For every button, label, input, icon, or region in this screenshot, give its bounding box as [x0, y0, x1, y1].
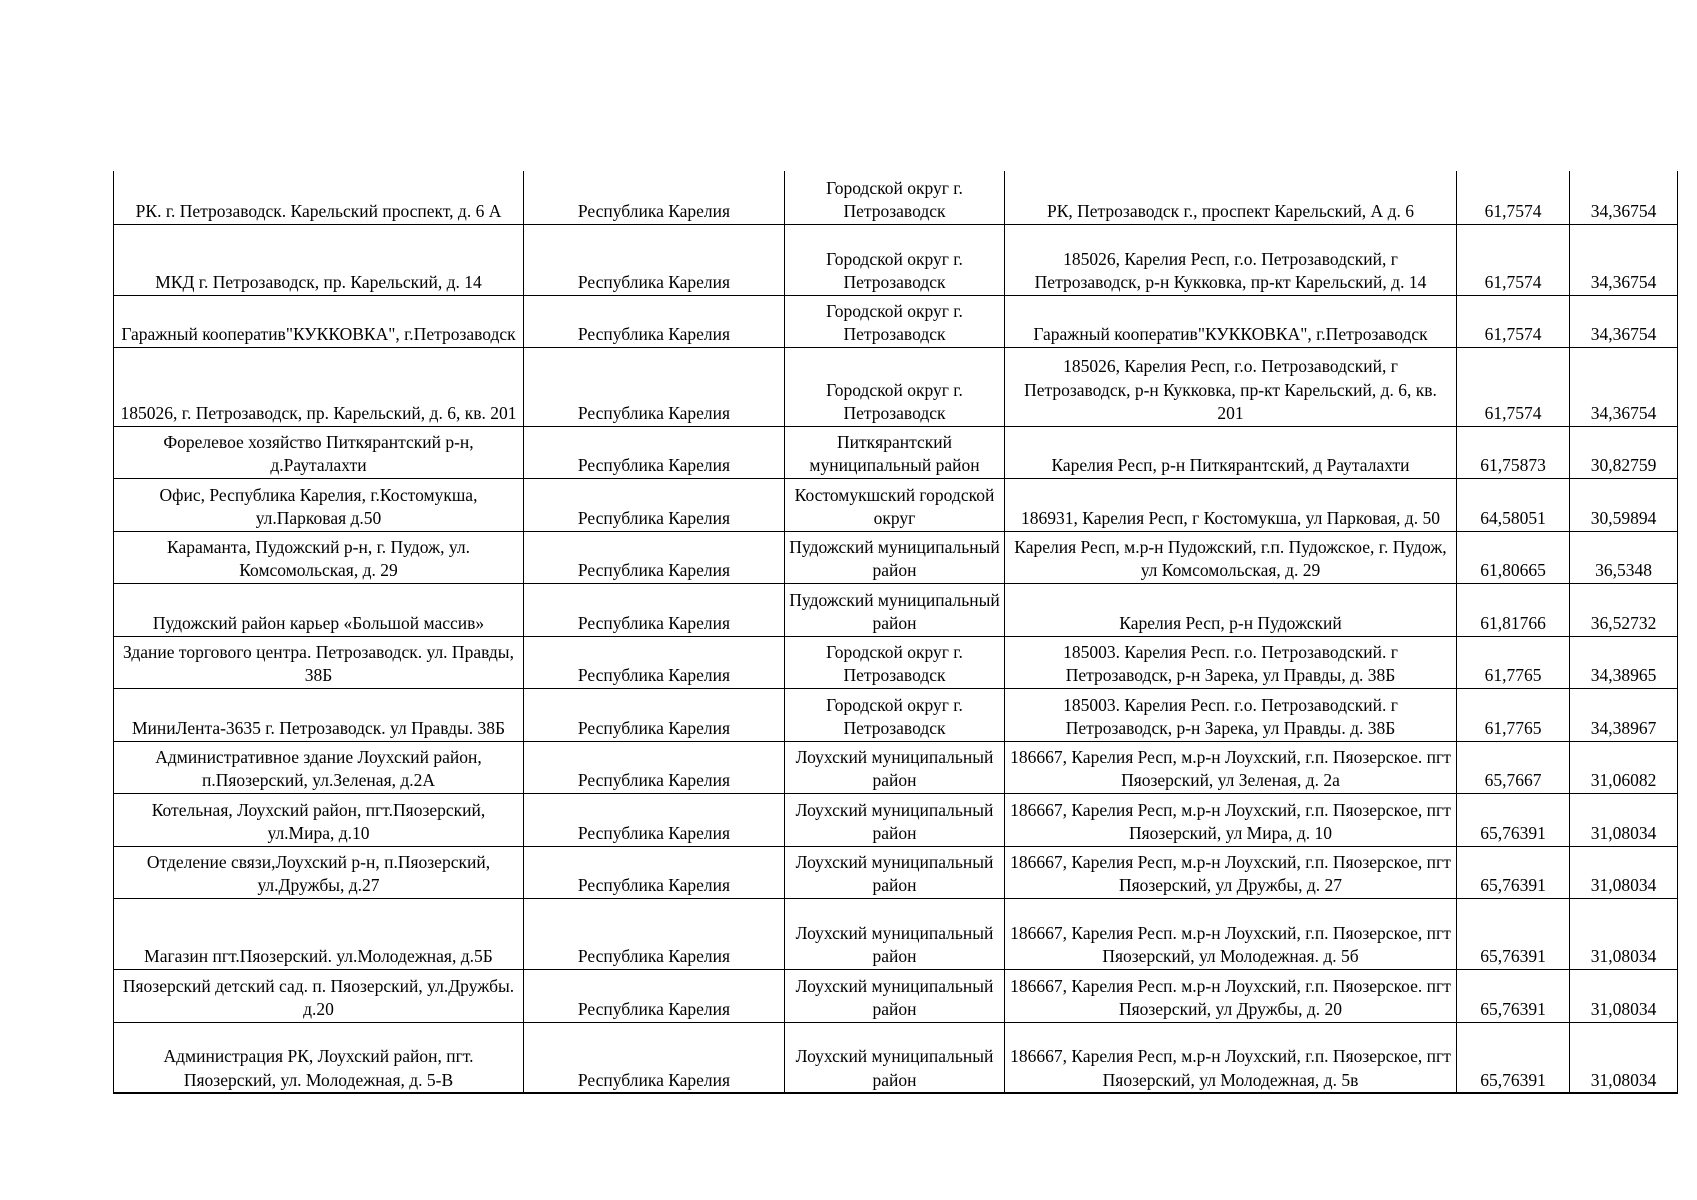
region-cell: Республика Карелия — [524, 478, 785, 531]
table-row — [114, 688, 1678, 741]
region-cell: Республика Карелия — [524, 583, 785, 636]
table-row — [114, 478, 1678, 531]
latitude-cell: 61,75873 — [1457, 426, 1570, 478]
object-registry-table — [113, 171, 1678, 1094]
municipality-cell: Костомукшский городской округ — [785, 478, 1005, 531]
address-cell: 186667, Карелия Респ, м.р-н Лоухский, г.п. Пяозерское, пгт Пяозерский, ул Мира, д. 10 — [1005, 793, 1457, 846]
municipality-cell: Питкярантский муниципальный район — [785, 426, 1005, 478]
object-name-cell: РК. г. Петрозаводск. Карельский проспект, д. 6 А — [114, 171, 524, 224]
region-cell: Республика Карелия — [524, 793, 785, 846]
object-name-cell: МиниЛента-3635 г. Петрозаводск. ул Правды. 38Б — [114, 688, 524, 741]
longitude-cell: 31,08034 — [1570, 898, 1678, 969]
longitude-cell: 31,08034 — [1570, 969, 1678, 1022]
object-name-cell: МКД г. Петрозаводск, пр. Карельский, д. 14 — [114, 224, 524, 295]
object-name-cell: Отделение связи,Лоухский р-н, п.Пяозерский, ул.Дружбы, д.27 — [114, 846, 524, 898]
table-row — [114, 583, 1678, 636]
longitude-cell: 34,36754 — [1570, 295, 1678, 347]
longitude-cell: 30,82759 — [1570, 426, 1678, 478]
table-row — [114, 295, 1678, 347]
longitude-cell: 31,08034 — [1570, 1022, 1678, 1093]
region-cell: Республика Карелия — [524, 846, 785, 898]
longitude-cell: 36,52732 — [1570, 583, 1678, 636]
latitude-cell: 61,7574 — [1457, 295, 1570, 347]
object-name-cell: Офис, Республика Карелия, г.Костомукша, ул.Парковая д.50 — [114, 478, 524, 531]
longitude-cell: 31,08034 — [1570, 793, 1678, 846]
latitude-cell: 65,76391 — [1457, 898, 1570, 969]
latitude-cell: 61,7574 — [1457, 347, 1570, 426]
address-cell: 185026, Карелия Респ, г.о. Петрозаводский, г Петрозаводск, р-н Кукковка, пр-кт Карельский, д. 14 — [1005, 224, 1457, 295]
latitude-cell: 61,7765 — [1457, 636, 1570, 688]
latitude-cell: 65,76391 — [1457, 793, 1570, 846]
address-cell: Гаражный кооператив"КУККОВКА", г.Петрозаводск — [1005, 295, 1457, 347]
address-cell: Карелия Респ, м.р-н Пудожский, г.п. Пудожское, г. Пудож, ул Комсомольская, д. 29 — [1005, 531, 1457, 583]
object-name-cell: Администрация РК, Лоухский район, пгт. Пяозерский, ул. Молодежная, д. 5-В — [114, 1022, 524, 1093]
longitude-cell: 34,36754 — [1570, 171, 1678, 224]
longitude-cell: 34,36754 — [1570, 347, 1678, 426]
municipality-cell: Городской округ г. Петрозаводск — [785, 295, 1005, 347]
table-row — [114, 846, 1678, 898]
municipality-cell: Городской округ г. Петрозаводск — [785, 636, 1005, 688]
table-row — [114, 793, 1678, 846]
object-name-cell: 185026, г. Петрозаводск, пр. Карельский, д. 6, кв. 201 — [114, 347, 524, 426]
address-cell: 185026, Карелия Респ, г.о. Петрозаводский, г Петрозаводск, р-н Кукковка, пр-кт Карельский, д. 6, кв. 201 — [1005, 347, 1457, 426]
table-row — [114, 1022, 1678, 1093]
table-row — [114, 426, 1678, 478]
address-cell: 186667, Карелия Респ, м.р-н Лоухский, г.п. Пяозерское, пгт Пяозерский, ул Дружбы, д. 27 — [1005, 846, 1457, 898]
region-cell: Республика Карелия — [524, 1022, 785, 1093]
region-cell: Республика Карелия — [524, 295, 785, 347]
latitude-cell: 61,7765 — [1457, 688, 1570, 741]
object-name-cell: Караманта, Пудожский р-н, г. Пудож, ул. Комсомольская, д. 29 — [114, 531, 524, 583]
table-row — [114, 224, 1678, 295]
region-cell: Республика Карелия — [524, 688, 785, 741]
latitude-cell: 64,58051 — [1457, 478, 1570, 531]
longitude-cell: 34,38967 — [1570, 688, 1678, 741]
municipality-cell: Лоухский муниципальный район — [785, 1022, 1005, 1093]
address-cell: 186667, Карелия Респ. м.р-н Лоухский, г.п. Пяозерское. пгт Пяозерский, ул Дружбы, д. 20 — [1005, 969, 1457, 1022]
object-name-cell: Магазин пгт.Пяозерский. ул.Молодежная, д.5Б — [114, 898, 524, 969]
table-row — [114, 741, 1678, 793]
latitude-cell: 65,76391 — [1457, 1022, 1570, 1093]
object-name-cell: Пудожский район карьер «Большой массив» — [114, 583, 524, 636]
address-cell: 186931, Карелия Респ, г Костомукша, ул Парковая, д. 50 — [1005, 478, 1457, 531]
longitude-cell: 34,38965 — [1570, 636, 1678, 688]
municipality-cell: Городской округ г. Петрозаводск — [785, 347, 1005, 426]
table-row — [114, 347, 1678, 426]
longitude-cell: 36,5348 — [1570, 531, 1678, 583]
table-row — [114, 969, 1678, 1022]
latitude-cell: 65,76391 — [1457, 846, 1570, 898]
municipality-cell: Лоухский муниципальный район — [785, 846, 1005, 898]
latitude-cell: 61,7574 — [1457, 171, 1570, 224]
address-cell: 186667, Карелия Респ, м.р-н Лоухский, г.п. Пяозерское. пгт Пяозерский, ул Зеленая, д. 2а — [1005, 741, 1457, 793]
municipality-cell: Лоухский муниципальный район — [785, 969, 1005, 1022]
table-row — [114, 636, 1678, 688]
object-name-cell: Форелевое хозяйство Питкярантский р-н, д.Рауталахти — [114, 426, 524, 478]
latitude-cell: 61,80665 — [1457, 531, 1570, 583]
longitude-cell: 30,59894 — [1570, 478, 1678, 531]
address-cell: 186667, Карелия Респ, м.р-н Лоухский, г.п. Пяозерское, пгт Пяозерский, ул Молодежная, д. 5в — [1005, 1022, 1457, 1093]
table-body — [114, 171, 1678, 1093]
region-cell: Республика Карелия — [524, 969, 785, 1022]
object-name-cell: Пяозерский детский сад. п. Пяозерский, ул.Дружбы. д.20 — [114, 969, 524, 1022]
latitude-cell: 65,76391 — [1457, 969, 1570, 1022]
latitude-cell: 61,7574 — [1457, 224, 1570, 295]
region-cell: Республика Карелия — [524, 347, 785, 426]
municipality-cell: Лоухский муниципальный район — [785, 793, 1005, 846]
object-name-cell: Здание торгового центра. Петрозаводск. ул. Правды, 38Б — [114, 636, 524, 688]
longitude-cell: 34,36754 — [1570, 224, 1678, 295]
region-cell: Республика Карелия — [524, 171, 785, 224]
region-cell: Республика Карелия — [524, 426, 785, 478]
object-name-cell: Котельная, Лоухский район, пгт.Пяозерский, ул.Мира, д.10 — [114, 793, 524, 846]
region-cell: Республика Карелия — [524, 636, 785, 688]
table-row — [114, 531, 1678, 583]
longitude-cell: 31,06082 — [1570, 741, 1678, 793]
municipality-cell: Лоухский муниципальный район — [785, 898, 1005, 969]
region-cell: Республика Карелия — [524, 741, 785, 793]
municipality-cell: Городской округ г. Петрозаводск — [785, 171, 1005, 224]
region-cell: Республика Карелия — [524, 224, 785, 295]
latitude-cell: 61,81766 — [1457, 583, 1570, 636]
municipality-cell: Городской округ г. Петрозаводск — [785, 688, 1005, 741]
municipality-cell: Пудожский муниципальный район — [785, 583, 1005, 636]
latitude-cell: 65,7667 — [1457, 741, 1570, 793]
object-name-cell: Гаражный кооператив"КУККОВКА", г.Петрозаводск — [114, 295, 524, 347]
longitude-cell: 31,08034 — [1570, 846, 1678, 898]
object-name-cell: Административное здание Лоухский район, п.Пяозерский, ул.Зеленая, д.2А — [114, 741, 524, 793]
address-cell: Карелия Респ, р-н Питкярантский, д Рауталахти — [1005, 426, 1457, 478]
table-row — [114, 171, 1678, 224]
region-cell: Республика Карелия — [524, 531, 785, 583]
municipality-cell: Городской округ г. Петрозаводск — [785, 224, 1005, 295]
address-cell: РК, Петрозаводск г., проспект Карельский, А д. 6 — [1005, 171, 1457, 224]
table-row — [114, 898, 1678, 969]
address-cell: 185003. Карелия Респ. г.о. Петрозаводский. г Петрозаводск, р-н Зарека, ул Правды, д. 38Б — [1005, 636, 1457, 688]
region-cell: Республика Карелия — [524, 898, 785, 969]
address-cell: 186667, Карелия Респ. м.р-н Лоухский, г.п. Пяозерское, пгт Пяозерский, ул Молодежная. д. 5б — [1005, 898, 1457, 969]
municipality-cell: Лоухский муниципальный район — [785, 741, 1005, 793]
address-cell: 185003. Карелия Респ. г.о. Петрозаводский. г Петрозаводск, р-н Зарека, ул Правды. д. 38Б — [1005, 688, 1457, 741]
address-cell: Карелия Респ, р-н Пудожский — [1005, 583, 1457, 636]
municipality-cell: Пудожский муниципальный район — [785, 531, 1005, 583]
